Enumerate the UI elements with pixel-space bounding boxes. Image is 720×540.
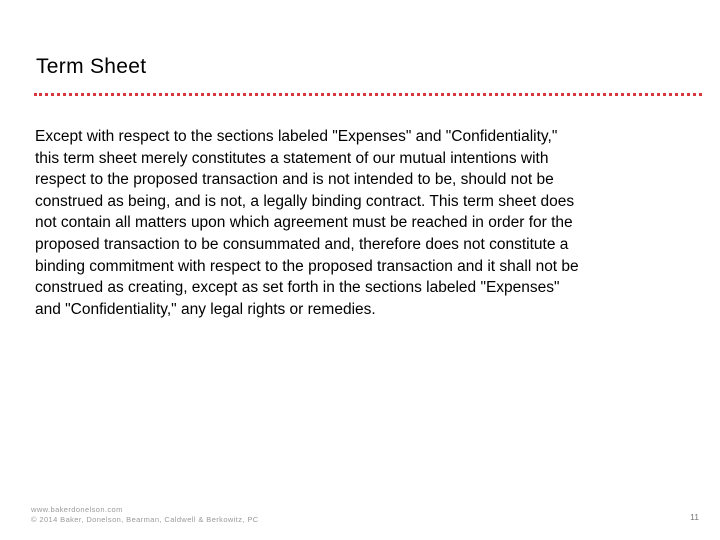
footer <box>31 505 259 525</box>
footer-copyright: © 2014 Baker, Donelson, Bearman, Caldwell & Berkowitz, PC <box>31 515 259 524</box>
slide-title: Term Sheet <box>36 55 147 78</box>
page-number: 11 <box>690 512 699 522</box>
footer-url: www.bakerdonelson.com <box>31 505 123 514</box>
title-divider <box>34 93 702 96</box>
slide-body-text: Except with respect to the sections labeled "Expenses" and "Confidentiality," this term sheet merely constitutes a statement of our mutual intentions with respect to the proposed transaction and is not intended to be, should not be construed as being, and is not, a legally binding contract. This term sheet does not contain all matters upon which agreement must be reached in order for the proposed transaction to be consummated and, therefore does not constitute a binding commitment with respect to the proposed transaction and it shall not be construed as creating, except as set forth in the sections labeled "Expenses" and "Confidentiality," any legal rights or remedies. <box>35 128 579 318</box>
